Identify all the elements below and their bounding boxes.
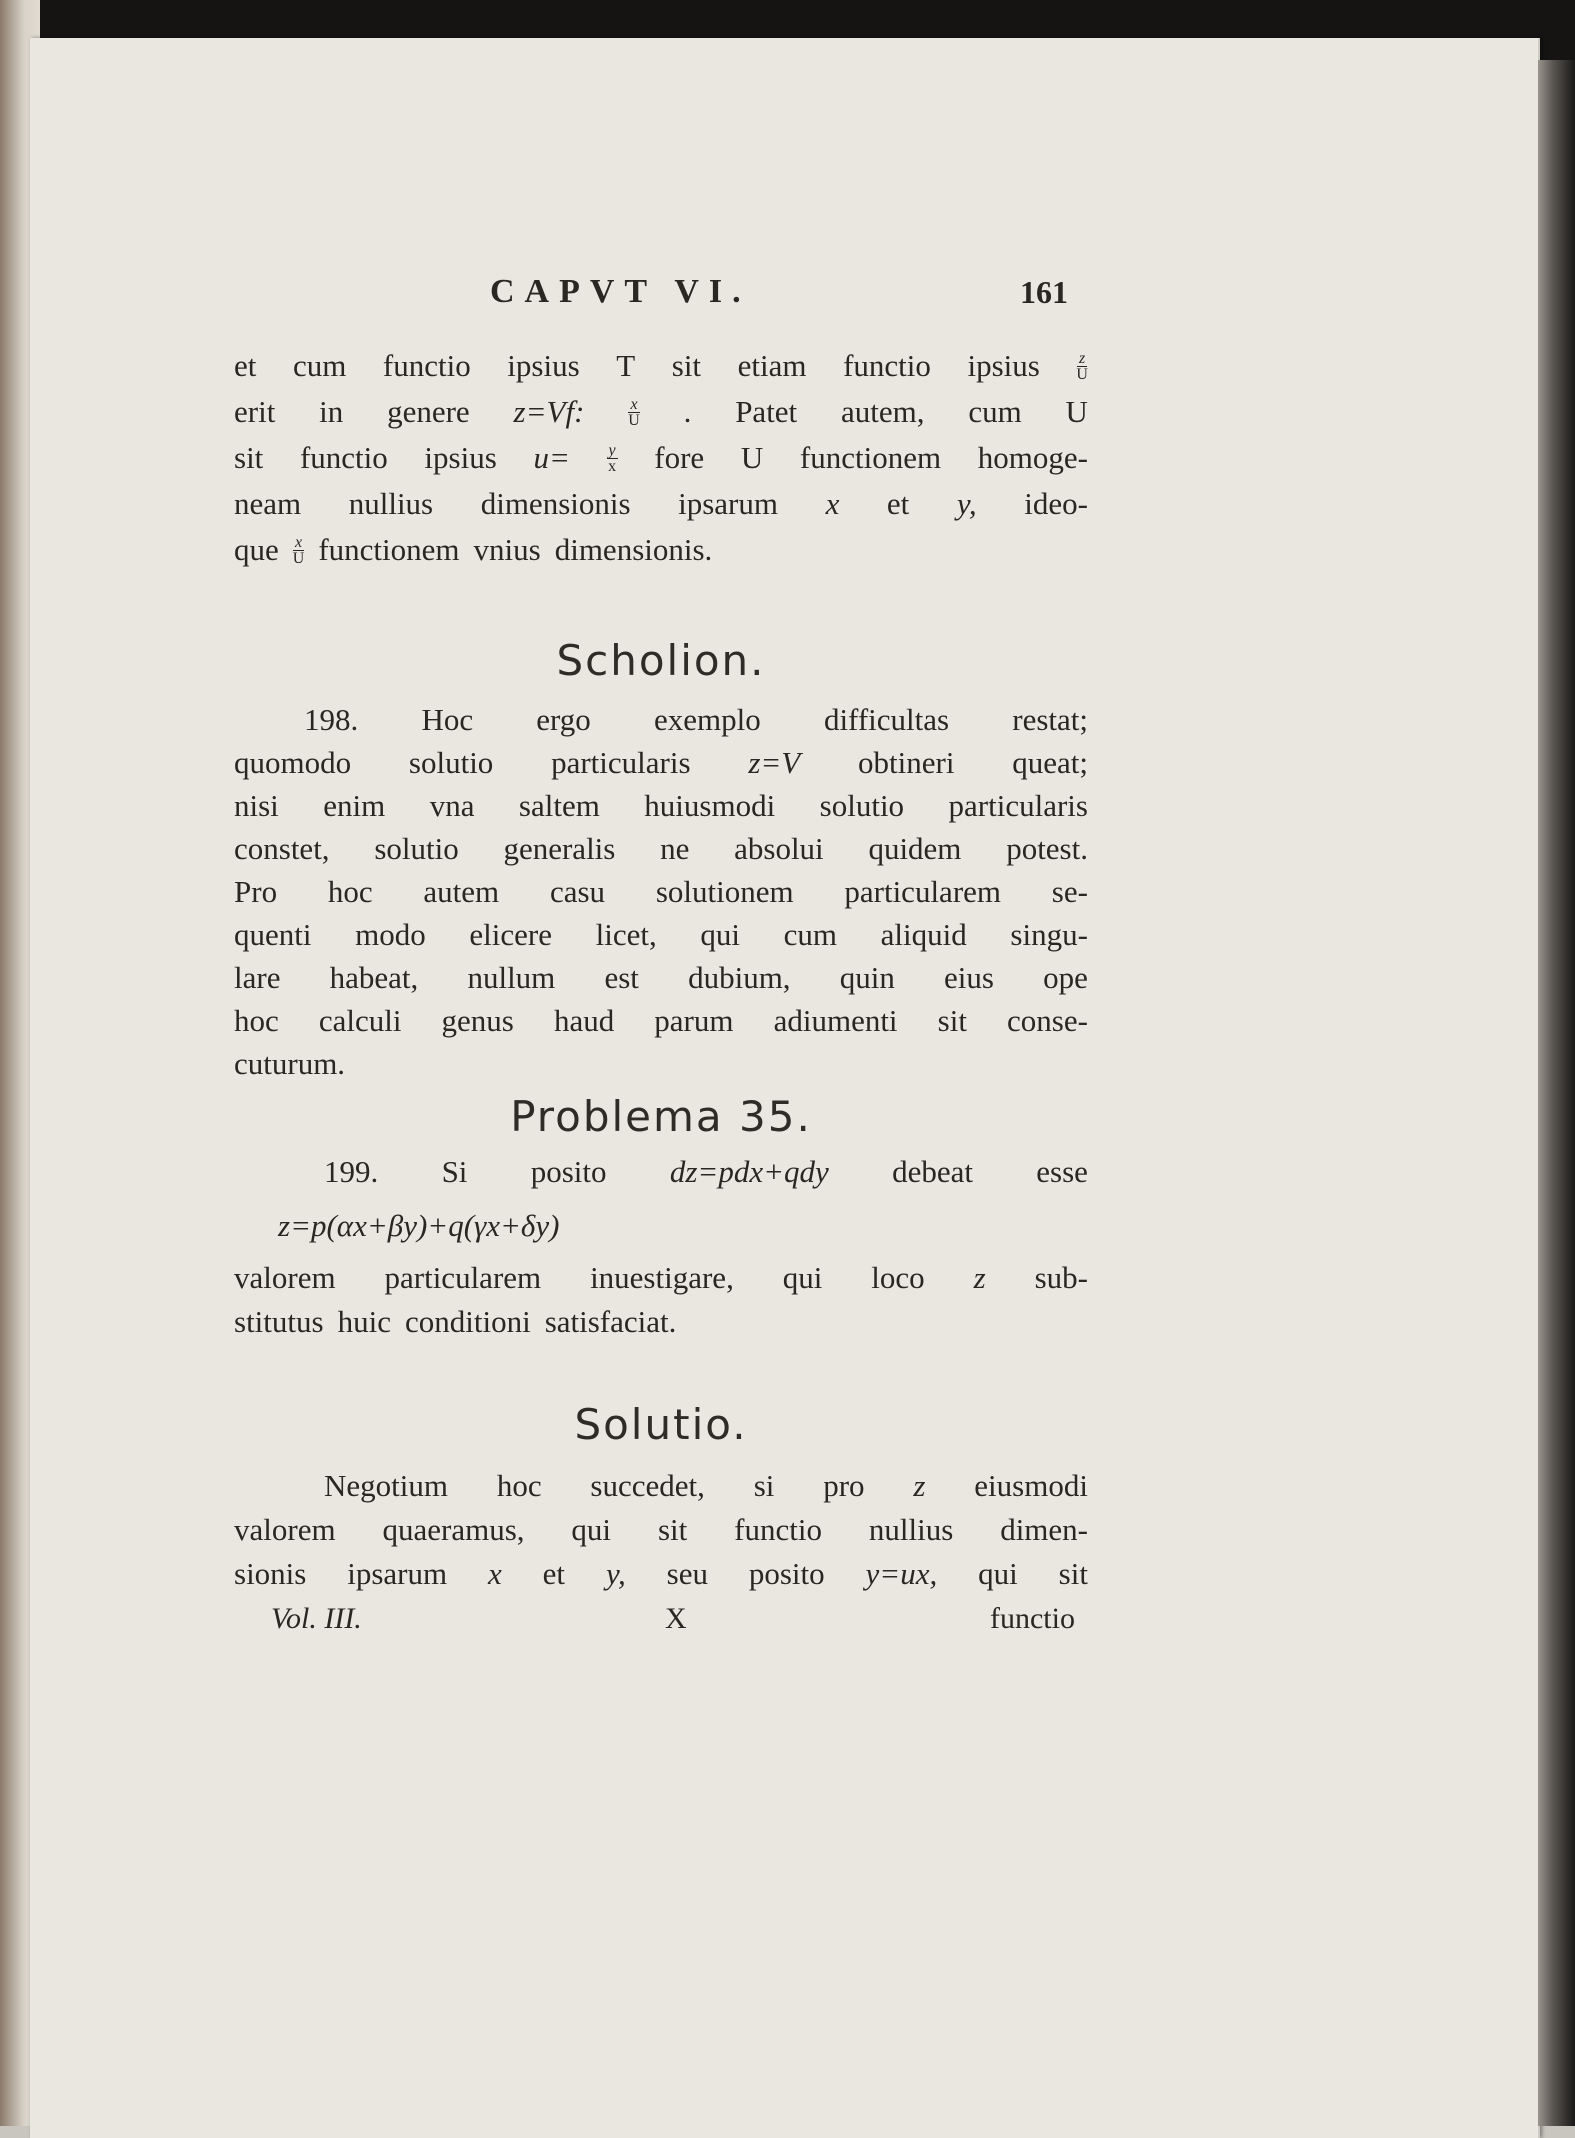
word: T [616, 348, 636, 383]
word: 199. [324, 1154, 379, 1189]
word: U [1065, 394, 1088, 429]
word: parum [654, 1003, 734, 1038]
math-expression: z=Vf: [513, 394, 585, 429]
word: ipsius [424, 440, 497, 475]
page-number: 161 [1020, 274, 1068, 310]
word: cum [783, 917, 838, 952]
word: eius [944, 960, 994, 995]
word: sit [937, 1003, 967, 1038]
word: seu [666, 1556, 708, 1591]
word: se- [1051, 874, 1088, 909]
word: hoc [234, 1003, 279, 1038]
word: ipsius [507, 348, 580, 383]
denominator: x [608, 457, 617, 475]
numerator: x [294, 533, 303, 551]
word: haud [553, 1003, 615, 1038]
text-line [234, 530, 1088, 570]
word: conse- [1007, 1003, 1088, 1038]
word: ipsius [967, 348, 1040, 383]
word: ne [660, 831, 690, 866]
word: hoc [496, 1468, 542, 1503]
word: restat; [1012, 702, 1088, 737]
word: Pro [234, 874, 278, 909]
word: quin [839, 960, 895, 995]
math-expression: y=ux, [865, 1556, 938, 1591]
word: in [319, 394, 344, 429]
word: adiumenti [773, 1003, 898, 1038]
heading-scholion: Scholion. [556, 636, 766, 685]
word: functio [299, 440, 388, 475]
text-line [278, 1206, 1088, 1246]
math-expression: u= [533, 440, 570, 475]
heading-problema: Problema 35. [510, 1092, 812, 1141]
fraction [1076, 350, 1088, 382]
heading-solutio: Solutio. [574, 1400, 748, 1449]
word: enim [323, 788, 386, 823]
text-line [234, 1554, 1088, 1594]
word: solutionem [655, 874, 794, 909]
word: valorem [234, 1512, 336, 1547]
word: posito [748, 1556, 825, 1591]
text-line [234, 392, 1088, 432]
word: sit [671, 348, 702, 383]
text-line [234, 1302, 1088, 1342]
word: Patet [735, 394, 798, 429]
footer-catchword: functio [990, 1602, 1075, 1635]
word: casu [549, 874, 606, 909]
word: functionem [318, 532, 460, 567]
word: functio [382, 348, 471, 383]
word: fore [654, 440, 705, 475]
math-expression: y, [605, 1556, 626, 1591]
word: autem, [841, 394, 925, 429]
word: esse [1036, 1154, 1088, 1189]
word: sit [1058, 1556, 1088, 1591]
word: obtineri [858, 745, 955, 780]
word: cum [968, 394, 1022, 429]
word: elicere [469, 917, 552, 952]
text-line [234, 346, 1088, 386]
word: queat; [1012, 745, 1088, 780]
math-expression: z [973, 1260, 986, 1295]
word: singu- [1010, 917, 1088, 952]
word: Hoc [421, 702, 474, 737]
word: nisi [234, 788, 279, 823]
word: loco [871, 1260, 925, 1295]
word: U [740, 440, 764, 475]
word: quaeramus, [382, 1512, 525, 1547]
word: nullius [868, 1512, 954, 1547]
word: dimensionis [480, 486, 631, 521]
word: pro [823, 1468, 865, 1503]
word: conditioni [404, 1304, 531, 1339]
word: dimen- [1000, 1512, 1088, 1547]
numerator: z [1079, 349, 1086, 367]
page-edge [1538, 60, 1575, 2126]
word: qui [571, 1512, 612, 1547]
text-line [234, 915, 1088, 955]
word: particularis [948, 788, 1088, 823]
fraction [293, 534, 305, 566]
word: satisfaciat. [544, 1304, 677, 1339]
fraction [628, 396, 640, 428]
word: autem [423, 874, 500, 909]
word: lare [234, 960, 281, 995]
math-expression: dz=pdx+qdy [669, 1154, 829, 1189]
word: sit [234, 440, 264, 475]
word: inuestigare, [590, 1260, 734, 1295]
denominator: U [292, 549, 305, 567]
word: absolui [734, 831, 824, 866]
word: dubium, [688, 960, 791, 995]
word: et [234, 348, 257, 383]
text-line [234, 872, 1088, 912]
word: solutio [408, 745, 494, 780]
word: erit [234, 394, 276, 429]
word: nullum [467, 960, 556, 995]
word: et [886, 486, 910, 521]
text-line [234, 438, 1088, 478]
word: succedet, [590, 1468, 705, 1503]
word: homoge- [977, 440, 1088, 475]
word: particularem [844, 874, 1002, 909]
word: calculi [318, 1003, 402, 1038]
word: functio [734, 1512, 822, 1547]
numerator: x [630, 395, 638, 413]
word: functio [843, 348, 931, 383]
math-expression: x [825, 486, 840, 521]
word: particularis [551, 745, 691, 780]
word: si [753, 1468, 775, 1503]
word: difficultas [823, 702, 950, 737]
running-head: CAPVT VI. [490, 273, 751, 310]
text-line [234, 786, 1088, 826]
word: genus [441, 1003, 514, 1038]
word: ipsarum [678, 486, 778, 521]
text-line [234, 484, 1088, 524]
word: ope [1043, 960, 1088, 995]
word: cum [292, 348, 347, 383]
word: potest. [1006, 831, 1088, 866]
math-expression: y, [956, 486, 977, 521]
fraction [607, 442, 618, 474]
word: sionis [234, 1556, 307, 1591]
word: nullius [348, 486, 434, 521]
text-line [234, 743, 1088, 783]
word: posito [530, 1154, 607, 1189]
word: solutio [819, 788, 905, 823]
text-line [324, 1466, 1088, 1506]
math-expression: z [913, 1468, 926, 1503]
denominator: U [1076, 365, 1088, 383]
word: huic [337, 1304, 391, 1339]
word: eiusmodi [974, 1468, 1088, 1503]
word: . [683, 394, 692, 429]
word: que [234, 532, 279, 567]
word: habeat, [329, 960, 419, 995]
word: stitutus [234, 1304, 324, 1339]
word: sub- [1034, 1260, 1088, 1295]
word: qui [978, 1556, 1018, 1591]
word: dimensionis. [554, 532, 713, 567]
word: valorem [234, 1260, 336, 1295]
text-line [234, 958, 1088, 998]
denominator: U [628, 411, 640, 429]
math-expression: x [488, 1556, 502, 1591]
word: vna [429, 788, 475, 823]
text-line [234, 1001, 1088, 1041]
word: solutio [374, 831, 459, 866]
text-line [234, 829, 1088, 869]
footer-signature: X [665, 1602, 687, 1635]
word: exemplo [654, 702, 761, 737]
word: particularem [384, 1260, 542, 1295]
word: functionem [799, 440, 942, 475]
word: vnius [473, 532, 541, 567]
word: et [542, 1556, 566, 1591]
word: saltem [518, 788, 600, 823]
word: sit [657, 1512, 688, 1547]
word: huiusmodi [644, 788, 776, 823]
footer-volume: Vol. III. [271, 1602, 362, 1635]
word: licet, [595, 917, 657, 952]
text-line [234, 1258, 1088, 1298]
word: debeat [892, 1154, 973, 1189]
word: Si [441, 1154, 468, 1189]
word: qui [700, 917, 741, 952]
word: quidem [868, 831, 962, 866]
word: quomodo [234, 745, 352, 780]
math-expression: z=V [748, 745, 801, 780]
word: modo [355, 917, 426, 952]
word: aliquid [880, 917, 967, 952]
word: hoc [327, 874, 373, 909]
word: qui [782, 1260, 823, 1295]
word: generalis [503, 831, 616, 866]
word: est [604, 960, 639, 995]
text-line [304, 700, 1088, 740]
word: ergo [536, 702, 591, 737]
text-line [324, 1152, 1088, 1192]
word: 198. [304, 702, 359, 737]
numerator: y [608, 441, 616, 459]
word: genere [387, 394, 470, 429]
text-line [234, 1510, 1088, 1550]
word: cuturum. [234, 1046, 346, 1081]
word: quenti [234, 917, 312, 952]
word: ipsarum [347, 1556, 448, 1591]
word: Negotium [324, 1468, 448, 1503]
word: neam [234, 486, 302, 521]
word: constet, [234, 831, 330, 866]
text-line [234, 1044, 1088, 1084]
word: etiam [737, 348, 807, 383]
math-expression: z=p(αx+βy)+q(γx+δy) [278, 1208, 560, 1243]
word: ideo- [1024, 486, 1088, 521]
